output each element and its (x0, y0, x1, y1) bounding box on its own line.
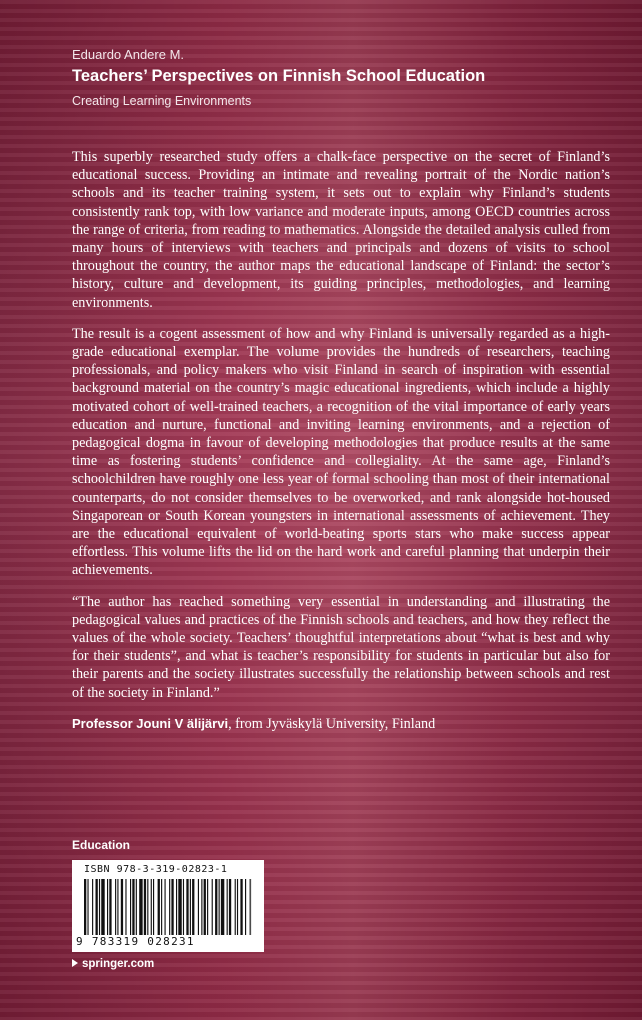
reviewer-affiliation: , from Jyväskylä University, Finland (228, 715, 436, 732)
blurb-paragraph-1: This superbly researched study offers a chalk-face perspective on the secret of Finland’s educational success. Providing an intimate and revealing portrait of the Nordic nation’s schools and its teacher training system, it sets out to explain why Finland’s students consistently rank top, with low variance and moderate inputs, among OECD countries across the range of criteria, from reading to mathematics. Alongside the detailed analysis culled from many hours of interviews with teachers and principals and dozens of visits to school throughout the country, the author maps the educational landscape of Finland: the sector’s history, culture and development, its guiding principles, methodologies, and learning environments. (72, 149, 610, 311)
isbn-barcode (72, 860, 264, 952)
isbn-text: ISBN 978-3-319-02823-1 (84, 864, 228, 875)
subject-category: Education (72, 838, 131, 852)
book-title: Teachers’ Perspectives on Finnish School Education (72, 67, 486, 85)
book-subtitle: Creating Learning Environments (72, 94, 252, 108)
barcode-number: 9 783319 028231 (76, 935, 195, 948)
blurb-paragraph-2: The result is a cogent assessment of how and why Finland is universally regarded as a high-grade educational exemplar. The volume provides the hundreds of researchers, teaching professionals, and policy makers who visit Finland in search of inspiration with essential background material on the country’s magic educational ingredients, which include a highly motivated cohort of well-trained teachers, a recognition of the vital importance of early years education and nurture, functional and inviting learning environments, and a rejection of pedagogical dogma in favour of developing methodologies that produce results at the same time as fostering students’ confidence and collegiality. At the same age, Finland’s schoolchildren have roughly one less year of formal schooling than most of their international counterparts, do not consider themselves to be overworked, and rank alongside hot-housed Singaporean or South Korean youngsters in international assessments of achievement. They are the educational equivalent of world-beating sports stars who make success appear effortless. This volume lifts the lid on the hard work and careful planning that underpin their achievements. (72, 325, 610, 579)
author-name: Eduardo Andere M. (72, 47, 185, 62)
publisher-link[interactable] (72, 958, 154, 970)
publisher-url: springer.com (82, 958, 155, 970)
arrow-right-icon (72, 959, 78, 967)
review-quote: “The author has reached something very essential in understanding and illustrating the pedagogical values and practices of the Finnish schools and teachers, and how they reflect the values of the whole society. Teachers’ thoughtful interpretations about “what is best and why for their students”, and what is teacher’s responsibility for students in particular but also for their parents and the society illustrates successfully the relationship between schools and rest of the society in Finland.” (72, 593, 610, 701)
blurb (72, 148, 610, 746)
reviewer-name: Professor Jouni V älijärvi (72, 715, 229, 731)
quote-attribution (72, 715, 610, 733)
barcode-icon (84, 879, 252, 935)
